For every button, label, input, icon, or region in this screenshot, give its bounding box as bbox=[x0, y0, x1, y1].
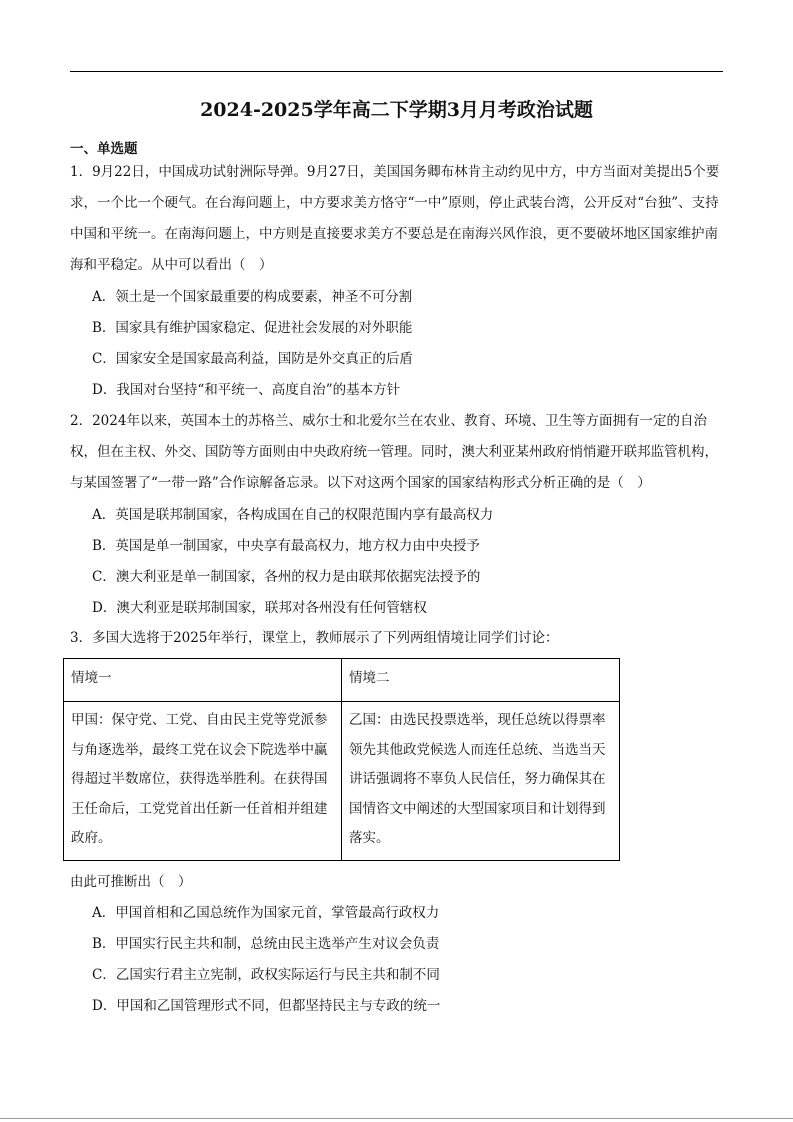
question-2-option-b[interactable]: B．英国是单一制国家，中央享有最高权力，地方权力由中央授予 bbox=[92, 538, 480, 554]
scenario-2-header: 情境二 bbox=[342, 659, 620, 702]
question-2-stem: 2．2024年以来，英国本土的苏格兰、威尔士和北爱尔兰在农业、教育、环境、卫生等方面拥有一定的自治权，但在主权、外交、国防等方面则由中央政府统一管理。同时，澳大利亚某州政府悄悄避开联邦监管机构，与某国签署了“一带一路”合作谅解备忘录。以下对这两个国家的国家结构形式分析正确的是（ ） bbox=[70, 413, 718, 491]
question-1-option-d[interactable]: D．我国对台坚持“和平统一、高度自治”的基本方针 bbox=[92, 382, 401, 398]
scenario-2-text: 乙国：由选民投票选举，现任总统以得票率领先其他政党候选人而连任总统、当选当天讲话强调将不辜负人民信任，努力确保其在国情咨文中阐述的大型国家项目和计划得到落实。 bbox=[342, 702, 620, 861]
question-3-stem: 3．多国大选将于2025年举行，课堂上，教师展示了下列两组情境让同学们讨论： bbox=[70, 630, 559, 646]
question-3-option-b[interactable]: B．甲国实行民主共和制，总统由民主选举产生对议会负责 bbox=[92, 936, 440, 952]
question-1-option-a[interactable]: A．领土是一个国家最重要的构成要素，神圣不可分割 bbox=[92, 289, 413, 305]
scenario-1-header: 情境一 bbox=[64, 659, 342, 702]
question-3-option-a[interactable]: A．甲国首相和乙国总统作为国家元首，掌管最高行政权力 bbox=[92, 905, 440, 921]
question-1-option-c[interactable]: C．国家安全是国家最高利益，国防是外交真正的后盾 bbox=[92, 351, 413, 367]
scenario-table bbox=[63, 658, 620, 861]
section-heading: 一、单选题 bbox=[70, 141, 138, 157]
question-3-option-d[interactable]: D．甲国和乙国管理形式不同，但都坚持民主与专政的统一 bbox=[92, 998, 441, 1014]
question-3-option-c[interactable]: C．乙国实行君主立宪制，政权实际运行与民主共和制不同 bbox=[92, 967, 440, 983]
question-1-stem: 1．9月22日，中国成功试射洲际导弹。9月27日，美国国务卿布林肯主动约见中方，中方当面对美提出5个要求，一个比一个硬气。在台海问题上，中方要求美方恪守“一中”原则，停止武装台湾，公开反对“台独”、支持中国和平统一。在南海问题上，中方则是直接要求美方不要总是在南海兴风作浪，更不要破坏地区国家维护南海和平稳定。从中可以看出（ ） bbox=[70, 164, 720, 273]
question-1-option-b[interactable]: B．国家具有维护国家稳定、促进社会发展的对外职能 bbox=[92, 320, 413, 336]
scenario-1-text: 甲国：保守党、工党、自由民主党等党派参与角逐选举，最终工党在议会下院选举中赢得超过半数席位，获得选举胜利。在获得国王任命后，工党党首出任新一任首相并组建政府。 bbox=[64, 702, 342, 861]
question-2-option-d[interactable]: D．澳大利亚是联邦制国家，联邦对各州没有任何管辖权 bbox=[92, 600, 427, 616]
question-3-prompt: 由此可推断出（ ） bbox=[70, 874, 192, 890]
page-title: 2024-2025学年高二下学期3月月考政治试题 bbox=[200, 99, 593, 121]
question-2-option-a[interactable]: A．英国是联邦制国家，各构成国在自己的权限范围内享有最高权力 bbox=[92, 507, 494, 523]
header-rule bbox=[70, 71, 723, 72]
footer-rule bbox=[0, 1118, 793, 1119]
question-2-option-c[interactable]: C．澳大利亚是单一制国家，各州的权力是由联邦依据宪法授予的 bbox=[92, 569, 481, 585]
